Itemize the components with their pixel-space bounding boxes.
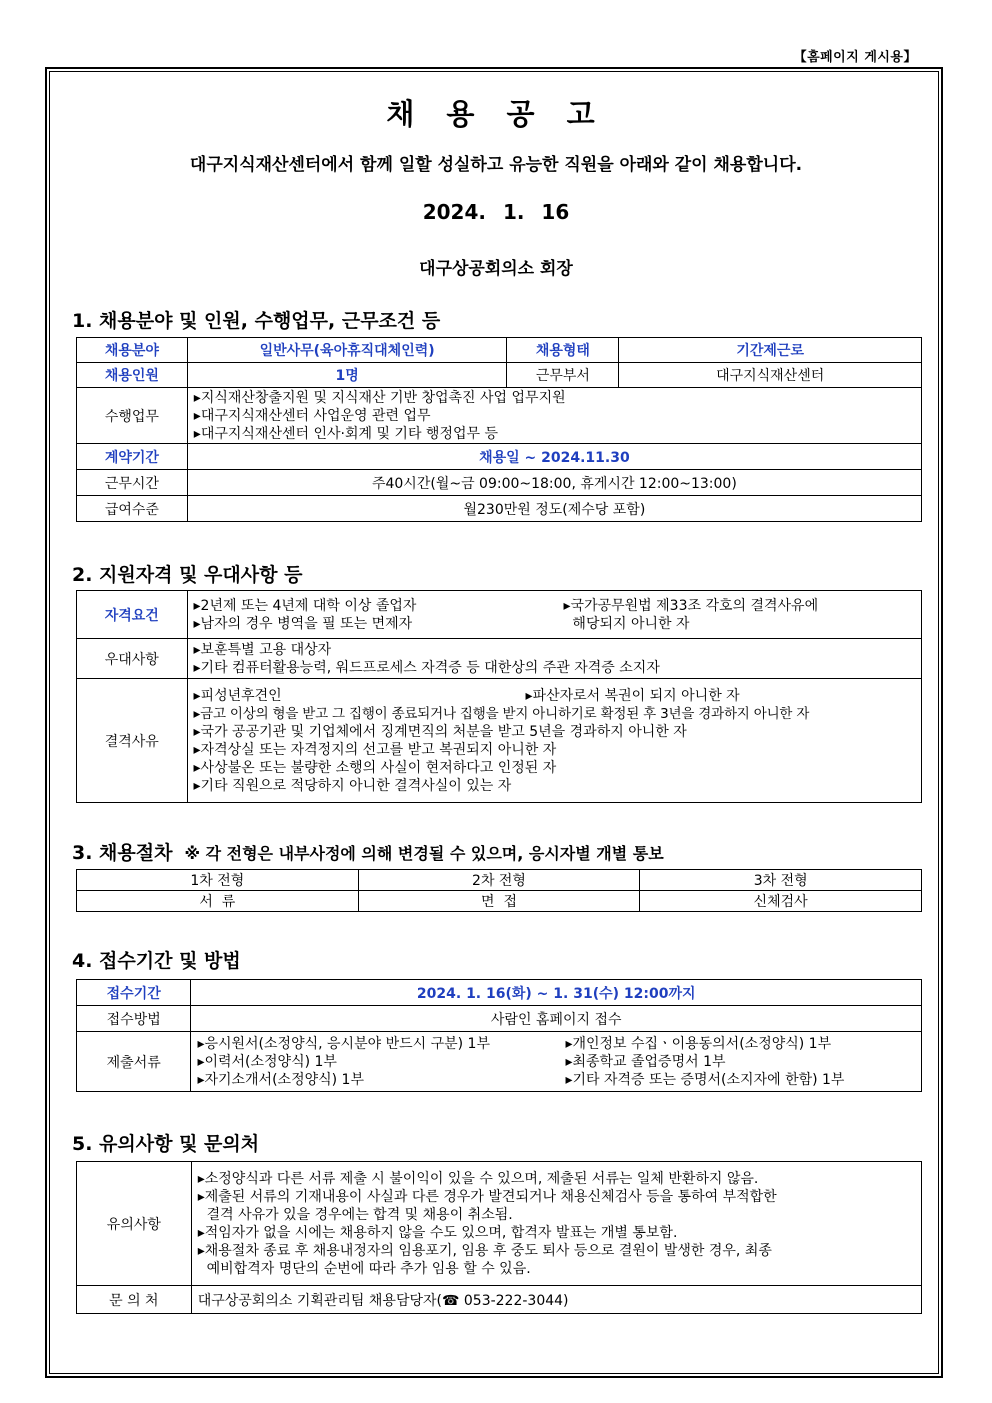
method-cell: 면 접 <box>358 891 640 912</box>
qual-item: 해당되지 아니한 자 <box>563 615 690 632</box>
docs-label: 제출서류 <box>77 1032 191 1092</box>
pref-item: ▸보훈특별 고용 대상자 <box>193 641 332 658</box>
notice-table <box>76 1161 922 1314</box>
notes-cell <box>191 1162 921 1286</box>
hours-label: 근무시간 <box>77 470 188 496</box>
pref-cell <box>187 639 921 679</box>
disq-item: ▸금고 이상의 형을 받고 그 집행이 종료되거나 집행을 받지 아니하기로 확정된 후 3년을 경과하지 아니한 자 <box>193 705 810 722</box>
note-item: ▸소정양식과 다른 서류 제출 시 불이익이 있을 수 있으며, 제출된 서류는 일체 반환하지 않음. <box>197 1170 759 1187</box>
section-4-heading: 4. 접수기간 및 방법 <box>72 950 241 972</box>
type-label: 채용형태 <box>507 338 619 363</box>
pay-value: 월230만원 정도(제수당 포함) <box>187 496 921 522</box>
note-item: 결격 사유가 있을 경우에는 합격 및 채용이 취소됨. <box>197 1206 513 1223</box>
section-3-title: 3. 채용절차 <box>72 842 173 864</box>
count-value: 1명 <box>187 363 507 388</box>
section-2-heading: 2. 지원자격 및 우대사항 등 <box>72 564 303 586</box>
duty-label: 수행업무 <box>77 388 188 444</box>
disq-item: ▸파산자로서 복권이 되지 아니한 자 <box>525 687 740 704</box>
doc-item: ▸자기소개서(소정양식) 1부 <box>197 1071 364 1088</box>
issuer: 대구상공회의소 회장 <box>419 259 573 279</box>
application-table <box>76 979 922 1092</box>
stage-cell: 3차 전형 <box>640 870 922 891</box>
disq-label: 결격사유 <box>77 679 188 803</box>
method-cell: 서 류 <box>77 891 359 912</box>
qual-item: ▸남자의 경우 병역을 필 또는 면제자 <box>193 615 413 632</box>
period-label: 접수기간 <box>77 980 191 1006</box>
pref-label: 우대사항 <box>77 639 188 679</box>
doc-item: ▸개인정보 수집ㆍ이용동의서(소정양식) 1부 <box>565 1035 832 1052</box>
method-cell: 신체검사 <box>640 891 922 912</box>
stage-cell: 1차 전형 <box>77 870 359 891</box>
qual-item: ▸국가공무원법 제33조 각호의 결격사유에 <box>563 597 819 614</box>
disq-item: ▸피성년후견인 <box>193 687 282 704</box>
stage-cell: 2차 전형 <box>358 870 640 891</box>
disq-cell <box>187 679 921 803</box>
duty-item: ▸지식재산창출지원 및 지식재산 기반 창업촉진 사업 업무지원 <box>193 389 566 406</box>
page-tag: 【홈페이지 게시용】 <box>793 50 917 65</box>
section-3-note: ※ 각 전형은 내부사정에 의해 변경될 수 있으며, 응시자별 개별 통보 <box>184 844 664 863</box>
pref-item: ▸기타 컴퓨터활용능력, 워드프로세스 자격증 등 대한상의 주관 자격증 소지자 <box>193 659 660 676</box>
notice-date: 2024. 1. 16 <box>422 200 570 224</box>
hours-value: 주40시간(월~금 09:00~18:00, 휴게시간 12:00~13:00) <box>187 470 921 496</box>
intro-text: 대구지식재산센터에서 함께 일할 성실하고 유능한 직원을 아래와 같이 채용합니다. <box>189 155 803 175</box>
method-label: 접수방법 <box>77 1006 191 1032</box>
contract-value: 채용일 ~ 2024.11.30 <box>187 444 921 470</box>
dept-label: 근무부서 <box>507 363 619 388</box>
type-value: 기간제근로 <box>619 338 922 363</box>
note-item: ▸제출된 서류의 기재내용이 사실과 다른 경우가 발견되거나 채용신체검사 등을 통하여 부적합한 <box>197 1188 777 1205</box>
disq-item: ▸기타 직원으로 적당하지 아니한 결격사실이 있는 자 <box>193 777 512 794</box>
note-item: 예비합격자 명단의 순번에 따라 추가 임용 할 수 있음. <box>197 1260 531 1277</box>
qualification-table <box>76 590 922 803</box>
contract-label: 계약기간 <box>77 444 188 470</box>
dept-value: 대구지식재산센터 <box>619 363 922 388</box>
doc-item: ▸최종학교 졸업증명서 1부 <box>565 1053 726 1070</box>
doc-item: ▸기타 자격증 또는 증명서(소지자에 한함) 1부 <box>565 1071 845 1088</box>
qual-cell <box>187 591 921 639</box>
duty-item: ▸대구지식재산센터 사업운영 관련 업무 <box>193 407 431 424</box>
section-1-heading: 1. 채용분야 및 인원, 수행업무, 근무조건 등 <box>72 310 441 332</box>
recruitment-table <box>76 337 922 522</box>
notes-label: 유의사항 <box>77 1162 192 1286</box>
page-title: 채 용 공 고 <box>386 97 606 131</box>
qual-label: 자격요건 <box>77 591 188 639</box>
doc-item: ▸이력서(소정양식) 1부 <box>197 1053 337 1070</box>
docs-cell <box>191 1032 922 1092</box>
note-item: ▸채용절차 종료 후 채용내정자의 임용포기, 임용 후 중도 퇴사 등으로 결원이 발생한 경우, 최종 <box>197 1242 772 1259</box>
section-3-heading <box>72 838 664 865</box>
period-value: 2024. 1. 16(화) ~ 1. 31(수) 12:00까지 <box>191 980 922 1006</box>
contact-value: 대구상공회의소 기획관리팀 채용담당자(☎ 053-222-3044) <box>191 1286 921 1314</box>
field-label: 채용분야 <box>77 338 188 363</box>
section-5-heading: 5. 유의사항 및 문의처 <box>72 1133 260 1155</box>
qual-item: ▸2년제 또는 4년제 대학 이상 졸업자 <box>193 597 417 614</box>
doc-item: ▸응시원서(소정양식, 응시분야 반드시 구분) 1부 <box>197 1035 490 1052</box>
procedure-table <box>76 869 922 912</box>
method-value: 사람인 홈페이지 접수 <box>191 1006 922 1032</box>
disq-item: ▸사상불온 또는 불량한 소행의 사실이 현저하다고 인정된 자 <box>193 759 557 776</box>
field-value: 일반사무(육아휴직대체인력) <box>187 338 507 363</box>
note-item: ▸적임자가 없을 시에는 채용하지 않을 수도 있으며, 합격자 발표는 개별 통보함. <box>197 1224 678 1241</box>
count-label: 채용인원 <box>77 363 188 388</box>
contact-label: 문 의 처 <box>77 1286 192 1314</box>
duty-list <box>187 388 921 444</box>
pay-label: 급여수준 <box>77 496 188 522</box>
duty-item: ▸대구지식재산센터 인사·회계 및 기타 행정업무 등 <box>193 425 499 442</box>
disq-item: ▸국가 공공기관 및 기업체에서 징계면직의 처분을 받고 5년을 경과하지 아니한 자 <box>193 723 687 740</box>
disq-item: ▸자격상실 또는 자격정지의 선고를 받고 복권되지 아니한 자 <box>193 741 557 758</box>
